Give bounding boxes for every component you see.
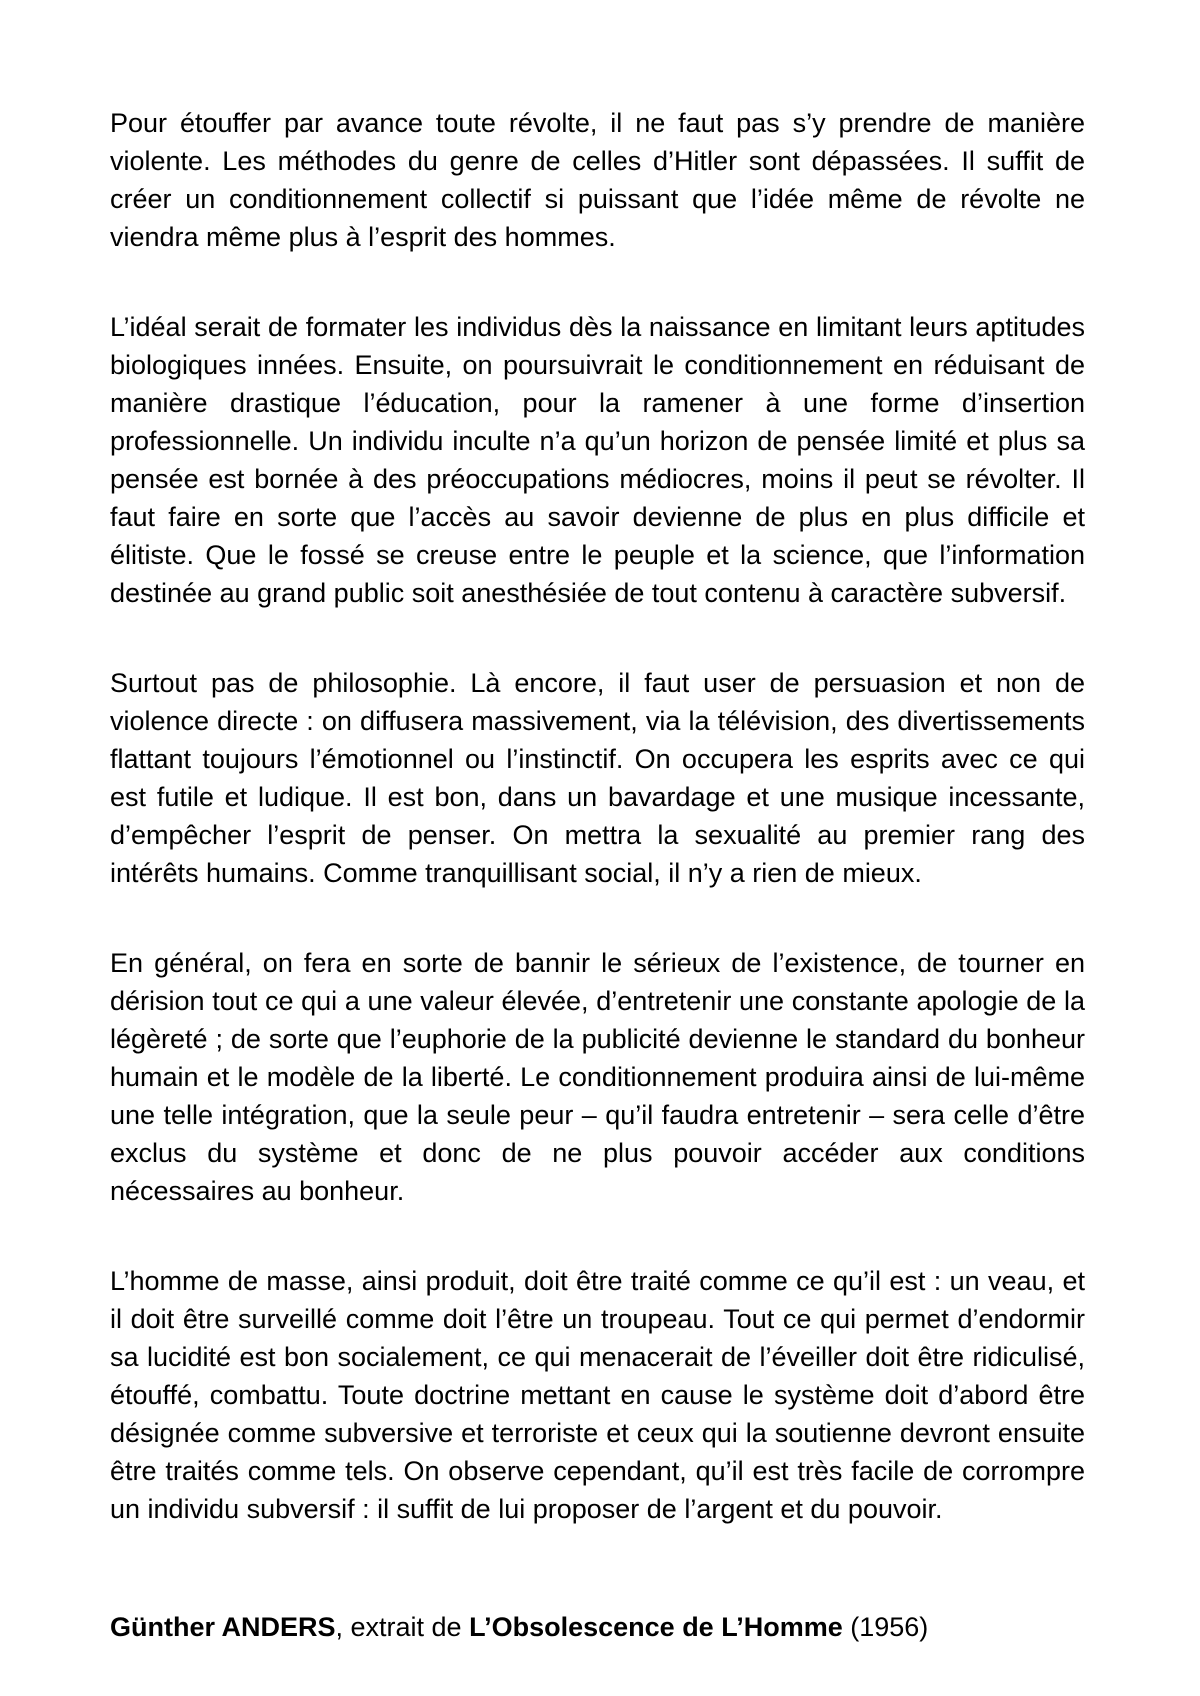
attribution-line — [110, 1608, 1085, 1646]
attribution-separator: , extrait de — [335, 1612, 470, 1642]
paragraph-1: Pour étouffer par avance toute révolte, il ne faut pas s’y prendre de manière violente. Les méthodes du genre de celles d’Hitler sont dépassées. Il suffit de créer un conditionnement collectif si puissant que l’idée même de révolte ne viendra même plus à l’esprit des hommes. — [110, 108, 1085, 252]
text-column — [110, 104, 1085, 1646]
paragraph-2: L’idéal serait de formater les individus dès la naissance en limitant leurs aptitudes biologiques innées. Ensuite, on poursuivrait le conditionnement en réduisant de manière drastique l’éducation, pour la ramener à une forme d’insertion professionnelle. Un individu inculte n’a qu’un horizon de pensée limité et plus sa pensée est bornée à des préoccupations médiocres, moins il peut se révolter. Il faut faire en sorte que l’accès au savoir devienne de plus en plus difficile et élitiste. Que le fossé se creuse entre le peuple et la science, que l’information destinée au grand public soit anesthésiée de tout contenu à caractère subversif. — [110, 312, 1085, 608]
attribution-author: Günther ANDERS — [110, 1612, 336, 1642]
paragraph-4: En général, on fera en sorte de bannir le sérieux de l’existence, de tourner en dérision tout ce qui a une valeur élevée, d’entretenir une constante apologie de la légèreté ; de sorte que l’euphorie de la publicité devienne le standard du bonheur humain et le modèle de la liberté. Le conditionnement produira ainsi de lui-même une telle intégration, que la seule peur – qu’il faudra entretenir – sera celle d’être exclus du système et donc de ne plus pouvoir accéder aux conditions nécessaires au bonheur. — [110, 948, 1085, 1206]
attribution-year: (1956) — [842, 1612, 929, 1642]
paragraph-5: L’homme de masse, ainsi produit, doit être traité comme ce qu’il est : un veau, et il doit être surveillé comme doit l’être un troupeau. Tout ce qui permet d’endormir sa lucidité est bon socialement, ce qui menacerait de l’éveiller doit être ridiculisé, étouffé, combattu. Toute doctrine mettant en cause le système doit d’abord être désignée comme subversive et terroriste et ceux qui la soutienne devront ensuite être traités comme tels. On observe cependant, qu’il est très facile de corrompre un individu subversif : il suffit de lui proposer de l’argent et du pouvoir. — [110, 1266, 1085, 1524]
paragraph-3: Surtout pas de philosophie. Là encore, il faut user de persuasion et non de violence directe : on diffusera massivement, via la télévision, des divertissements flattant toujours l’émotionnel ou l’instinctif. On occupera les esprits avec ce qui est futile et ludique. Il est bon, dans un bavardage et une musique incessante, d’empêcher l’esprit de penser. On mettra la sexualité au premier rang des intérêts humains. Comme tranquillisant social, il n’y a rien de mieux. — [110, 668, 1085, 888]
attribution-work-title: L’Obsolescence de L’Homme — [469, 1612, 843, 1642]
